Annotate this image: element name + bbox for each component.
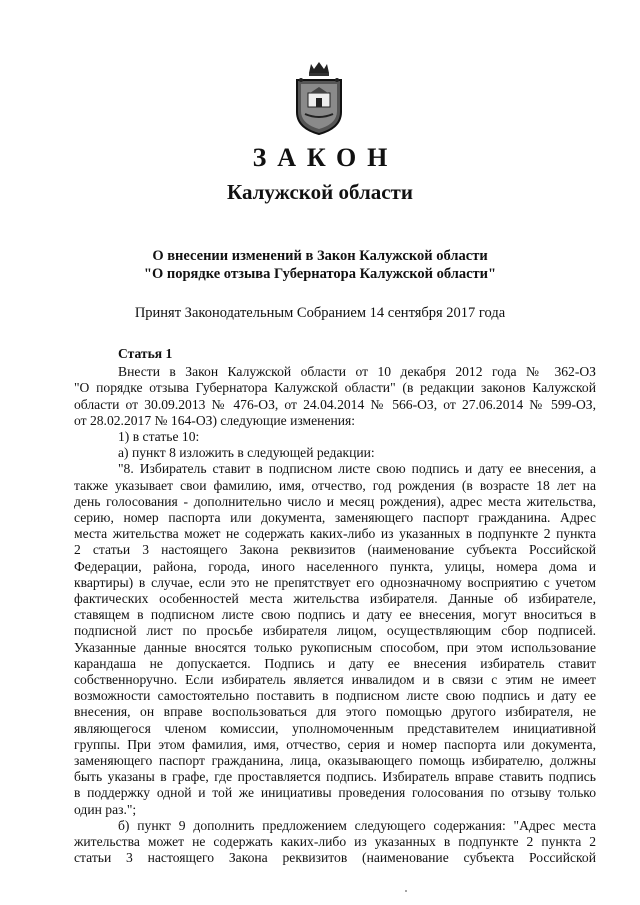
text-line: Указанные данные вносятся только рукописным способом, при этом использование xyxy=(74,639,596,655)
text-line: являющегося членом комиссии, уполномоченным представителем инициативной xyxy=(74,720,596,736)
text-line: б) пункт 9 дополнить предложением следующего содержания: "Адрес места xyxy=(118,817,596,833)
text-line: квартиры) в случае, если это не препятствует его однозначному восприятию с учетом xyxy=(74,574,596,590)
text-line: день голосования - дополнительно число и месяц рождения), адрес места жительства, xyxy=(74,493,596,509)
text-line: один раз."; xyxy=(74,801,137,817)
text-line: статьи 3 настоящего Закона реквизитов (наименование субъекта Российской xyxy=(74,850,596,866)
text-line: места жительства может не содержать каких-либо из указанных в подпункте 2 пункта xyxy=(74,526,596,542)
text-line: "О порядке отзыва Губернатора Калужской области" (в редакции законов Калужской xyxy=(74,380,596,396)
text-line: Федерации, района, города, иного населенного пункта, улицы, номера дома и xyxy=(74,558,596,574)
adoption-note: Принят Законодательным Собранием 14 сентября 2017 года xyxy=(134,305,506,321)
list-item: 1) в статье 10: xyxy=(118,429,200,445)
text-line: "8. Избиратель ставит в подписном листе свою подпись и дату ее внесения, а xyxy=(118,461,596,477)
text-line: серию, номер паспорта или документа, заменяющего паспорт гражданина. Адрес xyxy=(74,510,596,526)
text-line: карандаша не допускается. Подпись и дату ее внесения избиратель ставит xyxy=(74,655,596,671)
heading-line: "О порядке отзыва Губернатора Калужской области" xyxy=(143,266,497,282)
article-body xyxy=(74,346,596,867)
text-line: также указывает свои фамилию, имя, отчество, год рождения (в возрасте 18 лет на xyxy=(74,477,596,493)
heading-line: О внесении изменений в Закон Калужской области xyxy=(152,248,488,264)
text-line: области от 30.09.2013 № 476-ОЗ, от 24.04.2014 № 566-ОЗ, от 27.06.2014 № 599-ОЗ, xyxy=(74,396,596,412)
list-item: а) пункт 8 изложить в следующей редакции: xyxy=(118,445,375,461)
text-line: внесения, он вправе воспользоваться для этого помощью другого избирателя, не xyxy=(74,704,596,720)
article-title: Статья 1 xyxy=(118,346,173,361)
law-heading xyxy=(0,247,640,283)
region-subtitle: Калужской области xyxy=(227,180,413,204)
text-line: возможности самостоятельно поставить в подписном листе свою подпись и дату ее xyxy=(74,688,596,704)
coat-of-arms-icon xyxy=(293,60,345,136)
text-line: 2 статьи 3 настоящего Закона реквизитов (наименование субъекта Российской xyxy=(74,542,596,558)
text-line: Внести в Закон Калужской области от 10 декабря 2012 года № 362-ОЗ xyxy=(118,364,596,380)
scan-speck xyxy=(405,890,407,892)
text-line: жительства может не содержать каких-либо из указанных в подпункте 2 пункта 2 xyxy=(74,834,596,850)
text-line: подписной лист по просьбе избирателя лицом, осуществляющим сбор подписей. xyxy=(74,623,596,639)
text-line: фактических особенностей места жительства избирателя. Данные об избирателе, xyxy=(74,591,596,607)
text-line: от 28.02.2017 № 164-ОЗ) следующие изменения: xyxy=(74,412,356,428)
document-title: ЗАКОН xyxy=(252,143,399,172)
text-line: ставящем в подписном листе свою подпись и дату ее внесения, могут вноситься в xyxy=(74,607,596,623)
text-line: собственноручно. Если избиратель является инвалидом и в связи с этим не имеет xyxy=(74,672,596,688)
text-line: группы. При этом фамилия, имя, отчество, серия и номер паспорта или документа, xyxy=(74,736,596,752)
text-line: заменяющего паспорт гражданина, лица, оказывающего помощь избирателю, должны xyxy=(74,753,596,769)
text-line: быть указаны в графе, где проставляется подпись. Избиратель вправе ставить подпись xyxy=(74,769,596,785)
text-line: в поддержку одной и той же инициативы проведения голосования по отзыву только xyxy=(74,785,596,801)
